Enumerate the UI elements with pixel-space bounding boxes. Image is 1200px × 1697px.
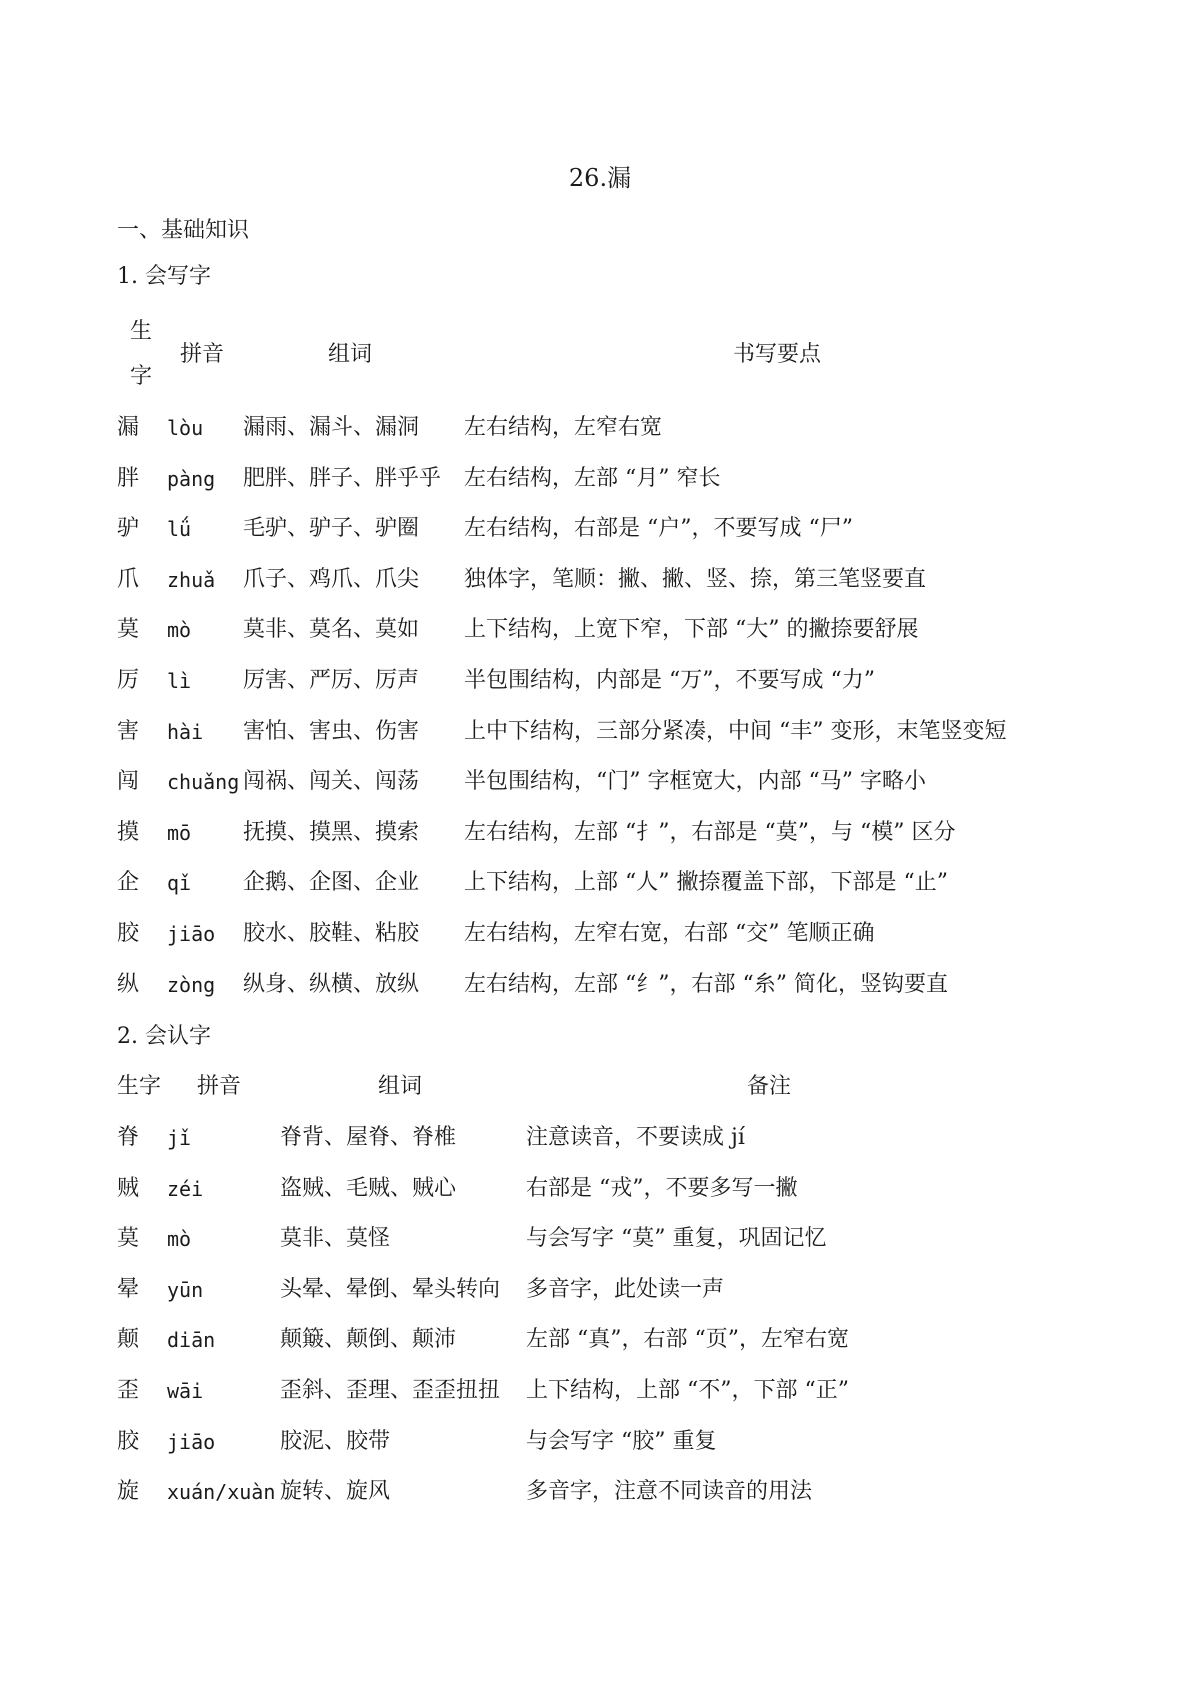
cell-note: 独体字，笔顺：撇、撇、竖、捺，第三笔竖要直 [464,566,927,592]
header-words: 组词 [328,342,373,367]
cell-note: 与会写字 “莫” 重复，巩固记忆 [526,1226,827,1252]
header-notes: 备注 [747,1074,792,1099]
table-row [0,818,1200,848]
part1-heading: 1. 会写字 [117,264,211,289]
cell-pinyin: lì [167,669,192,693]
table-row [0,868,1200,898]
cell-char: 企 [117,870,140,896]
cell-char: 晕 [117,1276,140,1302]
cell-char: 爪 [117,566,140,592]
cell-pinyin: pàng [167,466,216,491]
cell-char: 漏 [117,415,140,440]
cell-note: 左右结构，左部 “扌”，右部是 “莫”，与 “模” 区分 [464,819,956,845]
cell-words: 歪斜、歪理、歪歪扭扭 [280,1378,501,1403]
cell-char: 厉 [117,668,140,693]
table-row [0,1325,1200,1355]
header-char-top: 生 [129,319,152,344]
cell-char: 莫 [117,617,140,643]
table-row [0,514,1200,544]
table-row [0,767,1200,797]
table-row [0,1174,1200,1204]
table-row [0,919,1200,949]
table-row [0,666,1200,696]
cell-note: 左右结构，左窄右宽 [464,415,663,440]
header-words: 组词 [378,1074,423,1099]
cell-words: 抚摸、摸黑、摸索 [243,819,420,845]
cell-words: 漏雨、漏斗、漏洞 [243,415,420,440]
cell-words: 纵身、纵横、放纵 [243,971,420,997]
header-notes: 书写要点 [733,342,822,367]
table-row [0,1224,1200,1254]
cell-pinyin: lǘ [167,517,192,542]
cell-words: 莫非、莫怪 [280,1226,391,1252]
cell-pinyin: diān [167,1328,216,1353]
cell-note: 左右结构，右部是 “户”，不要写成 “尸” [464,516,853,542]
cell-char: 害 [117,718,140,744]
table-row [0,1477,1200,1507]
cell-note: 左右结构，左部 “月” 窄长 [464,465,721,491]
cell-char: 驴 [117,516,140,542]
cell-words: 脊背、屋脊、脊椎 [280,1125,457,1150]
cell-note: 左部 “真”，右部 “页”，左窄右宽 [526,1327,849,1353]
cell-words: 旋转、旋风 [280,1479,391,1505]
table-row [0,413,1200,443]
cell-pinyin: wāi [167,1379,204,1403]
cell-note: 左右结构，左部 “纟”，右部 “糸” 简化，竖钩要直 [464,971,948,997]
cell-note: 注意读音，不要读成 jí [526,1125,745,1150]
cell-char: 闯 [117,769,140,795]
cell-note: 多音字，注意不同读音的用法 [526,1479,813,1505]
cell-char: 颠 [117,1327,140,1353]
cell-char: 歪 [117,1378,140,1403]
cell-note: 左右结构，左窄右宽，右部 “交” 笔顺正确 [464,921,875,946]
table-row [0,464,1200,494]
cell-pinyin: hài [167,719,204,744]
section-heading: 一、基础知识 [117,218,250,243]
cell-pinyin: jiāo [167,922,216,946]
cell-pinyin: lòu [167,416,204,440]
cell-words: 胶水、胶鞋、粘胶 [243,921,420,946]
cell-pinyin: xuán/xuàn [167,1480,276,1505]
header-pinyin: 拼音 [180,342,225,367]
cell-char: 胶 [117,921,140,946]
cell-char: 胖 [117,465,140,491]
page-title: 26.漏 [568,164,632,192]
header-char-bottom: 字 [129,364,152,389]
cell-pinyin: yūn [167,1277,204,1302]
cell-note: 上中下结构，三部分紧凑，中间 “丰” 变形，末笔竖变短 [464,718,1007,744]
cell-note: 半包围结构，内部是 “万”，不要写成 “力” [464,668,875,693]
cell-pinyin: zòng [167,972,216,997]
cell-pinyin: jiāo [167,1429,216,1454]
table-row [0,1427,1200,1457]
cell-words: 闯祸、闯关、闯荡 [243,769,420,795]
cell-char: 摸 [117,819,140,845]
cell-pinyin: mò [167,1227,192,1252]
cell-words: 企鹅、企图、企业 [243,870,420,896]
header-char: 生字 [117,1074,162,1099]
cell-note: 多音字，此处读一声 [526,1276,725,1302]
cell-pinyin: chuǎng [167,770,240,795]
cell-pinyin: mō [167,820,192,845]
cell-note: 右部是 “戎”，不要多写一撇 [526,1175,798,1201]
cell-pinyin: zhuǎ [167,567,216,592]
table-row [0,565,1200,595]
cell-pinyin: mò [167,618,192,643]
cell-char: 旋 [117,1479,140,1505]
part2-heading: 2. 会认字 [117,1024,211,1049]
cell-words: 胶泥、胶带 [280,1428,391,1454]
cell-words: 爪子、鸡爪、爪尖 [243,566,420,592]
cell-note: 上下结构，上部 “人” 撇捺覆盖下部，下部是 “止” [464,870,948,896]
cell-words: 毛驴、驴子、驴圈 [243,516,420,542]
header-pinyin: 拼音 [197,1074,242,1099]
table-row [0,1376,1200,1406]
table-row [0,1123,1200,1153]
cell-note: 上下结构，上部 “不”，下部 “正” [526,1378,849,1403]
cell-char: 纵 [117,971,140,997]
cell-char: 贼 [117,1175,140,1201]
cell-note: 半包围结构，“门” 字框宽大，内部 “马” 字略小 [464,769,926,795]
cell-words: 肥胖、胖子、胖乎乎 [243,465,442,491]
table-row [0,970,1200,1000]
cell-words: 害怕、害虫、伤害 [243,718,420,744]
cell-words: 厉害、严厉、厉声 [243,668,420,693]
cell-pinyin: jǐ [167,1126,192,1150]
cell-words: 头晕、晕倒、晕头转向 [280,1276,501,1302]
cell-note: 上下结构，上宽下窄，下部 “大” 的撇捺要舒展 [464,617,919,643]
cell-pinyin: zéi [167,1176,204,1201]
cell-pinyin: qǐ [167,871,192,896]
table-row [0,1275,1200,1305]
cell-words: 盗贼、毛贼、贼心 [280,1175,457,1201]
cell-char: 脊 [117,1125,140,1150]
cell-char: 胶 [117,1428,140,1454]
cell-char: 莫 [117,1226,140,1252]
table-row [0,615,1200,645]
cell-words: 莫非、莫名、莫如 [243,617,420,643]
cell-words: 颠簸、颠倒、颠沛 [280,1327,457,1353]
cell-note: 与会写字 “胶” 重复 [526,1428,717,1454]
table-row [0,717,1200,747]
